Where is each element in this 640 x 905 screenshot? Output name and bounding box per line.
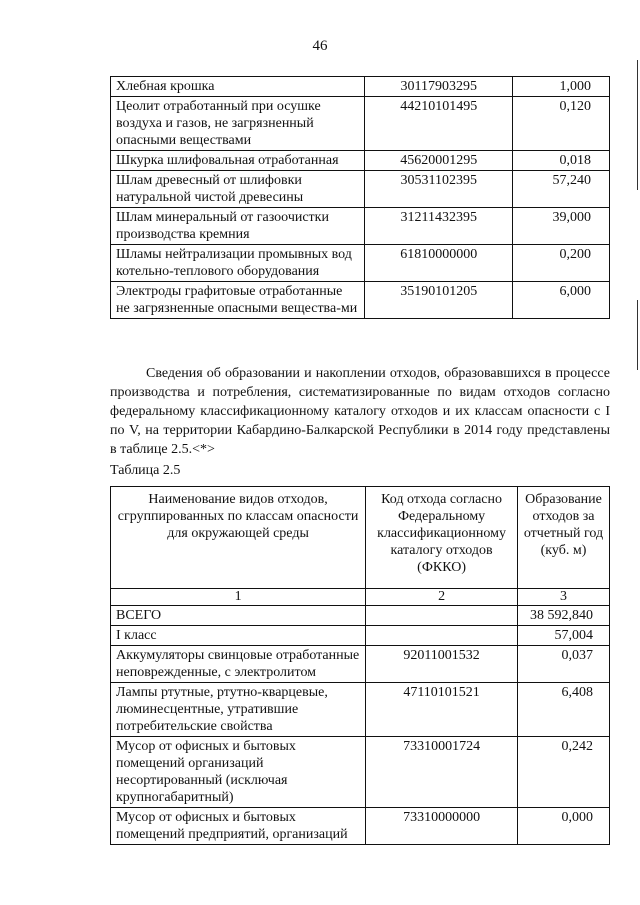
waste-code-cell [366,626,518,646]
waste-name-cell: Мусор от офисных и бытовых помещений предприятий, организаций [111,808,366,845]
header-fkko-code: Код отхода согласно Федеральному классификационному каталогу отходов (ФККО) [366,487,518,589]
waste-name-cell: Шкурка шлифовальная отработанная [111,151,365,171]
waste-value-cell: 0,120 [513,97,610,151]
table-row [111,171,610,208]
waste-code-cell: 35190101205 [365,282,513,319]
waste-value-cell: 6,408 [518,683,610,737]
waste-name-cell: Электроды графитовые отработанные не загрязненные опасными вещества-ми [111,282,365,319]
waste-value-cell: 0,000 [518,808,610,845]
table-row [111,97,610,151]
table-row [111,606,610,626]
waste-name-cell: Лампы ртутные, ртутно-кварцевые, люминесцентные, утратившие потребительские свойства [111,683,366,737]
waste-code-cell [366,606,518,626]
table-row [111,282,610,319]
table-row [111,808,610,845]
scan-edge-mark [637,60,638,190]
waste-code-cell: 30531102395 [365,171,513,208]
waste-value-cell: 0,200 [513,245,610,282]
waste-name-cell: Мусор от офисных и бытовых помещений организаций несортированный (исключая крупногабаритный) [111,737,366,808]
scan-edge-mark [637,300,638,370]
column-number-row [111,589,610,606]
table-row [111,646,610,683]
table-row [111,683,610,737]
waste-code-cell: 44210101495 [365,97,513,151]
waste-code-cell: 92011001532 [366,646,518,683]
page-number: 46 [312,38,328,54]
waste-value-cell: 57,240 [513,171,610,208]
waste-value-cell: 0,037 [518,646,610,683]
body-paragraph: Сведения об образовании и накоплении отходов, образовавшихся в процессе производства и потребления, систематизированные по видам отходов согласно федеральному классификационному каталогу отходов и их классам опасности с I по V, на территории Кабардино-Балкарской Республики в 2014 году представлены в таблице 2.5.<*> [110,366,610,457]
waste-name-cell: ВСЕГО [111,606,366,626]
header-waste-type: Наименование видов отходов, сгруппированных по классам опасности для окружающей среды [111,487,366,589]
waste-code-cell: 31211432395 [365,208,513,245]
table-row [111,245,610,282]
waste-code-cell: 45620001295 [365,151,513,171]
waste-name-cell: Шлам минеральный от газоочистки производства кремния [111,208,365,245]
waste-value-cell: 0,018 [513,151,610,171]
waste-code-cell: 73310001724 [366,737,518,808]
table-row [111,151,610,171]
header-volume: Образование отходов за отчетный год (куб. м) [518,487,610,589]
waste-name-cell: Аккумуляторы свинцовые отработанные неповрежденные, с электролитом [111,646,366,683]
waste-table-continued [110,76,610,319]
table-row [111,208,610,245]
waste-code-cell: 61810000000 [365,245,513,282]
waste-name-cell: Шламы нейтрализации промывных вод котельно-теплового оборудования [111,245,365,282]
waste-value-cell: 39,000 [513,208,610,245]
waste-name-cell: I класс [111,626,366,646]
waste-code-cell: 30117903295 [365,77,513,97]
waste-name-cell: Цеолит отработанный при осушке воздуха и газов, не загрязненный опасными веществами [111,97,365,151]
waste-value-cell: 1,000 [513,77,610,97]
waste-code-cell: 47110101521 [366,683,518,737]
waste-value-cell: 0,242 [518,737,610,808]
waste-table-2-5 [110,486,610,845]
column-number: 3 [518,589,610,606]
table-row [111,737,610,808]
waste-code-cell: 73310000000 [366,808,518,845]
column-number: 2 [366,589,518,606]
table-caption: Таблица 2.5 [110,463,181,478]
waste-value-cell: 38 592,840 [518,606,610,626]
table-row [111,77,610,97]
waste-value-cell: 6,000 [513,282,610,319]
waste-name-cell: Хлебная крошка [111,77,365,97]
waste-value-cell: 57,004 [518,626,610,646]
waste-name-cell: Шлам древесный от шлифовки натуральной чистой древесины [111,171,365,208]
table-header-row [111,487,610,589]
column-number: 1 [111,589,366,606]
table-row [111,626,610,646]
